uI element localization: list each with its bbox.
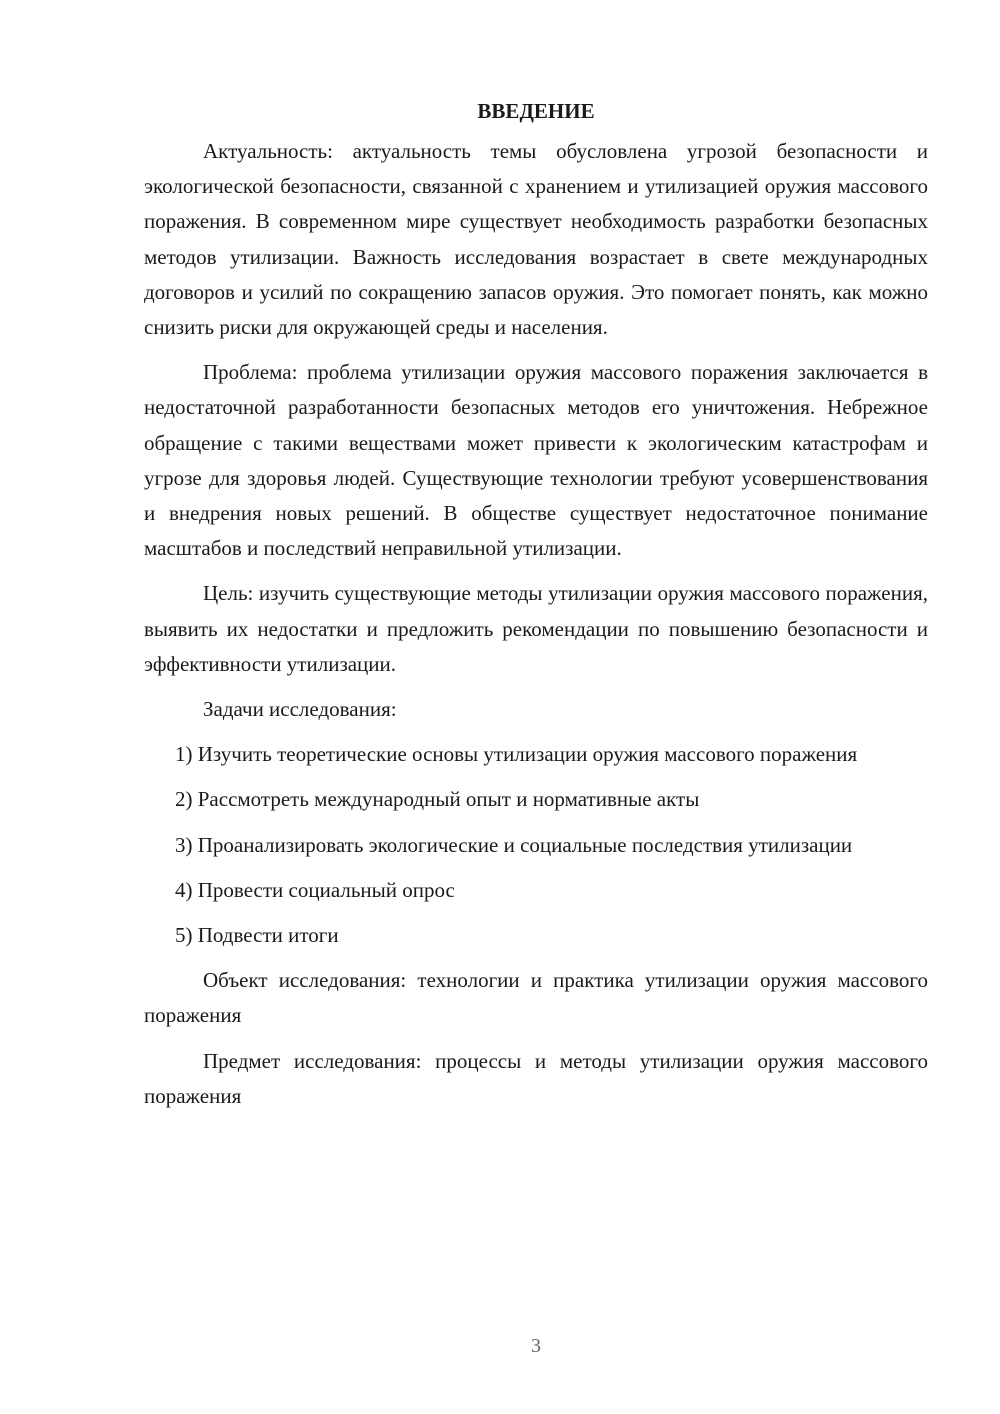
relevance-paragraph: Актуальность: актуальность темы обусловлена угрозой безопасности и экологической безопасности, связанной с хранением и утилизацией оружия массового поражения. В современном мире существует необходимость разработки безопасных методов утилизации. Важность исследования возрастает в свете международных договоров и усилий по сокращению запасов оружия. Это помогает понять, как можно снизить риски для окружающей среды и населения. <box>144 139 928 340</box>
tasks-heading: Задачи исследования: <box>203 697 397 722</box>
research-subject-paragraph: Предмет исследования: процессы и методы утилизации оружия массового поражения <box>144 1048 928 1108</box>
research-object-paragraph: Объект исследования: технологии и практика утилизации оружия массового поражения <box>144 968 928 1028</box>
task-item-5: 5) Подвести итоги <box>175 923 339 948</box>
goal-paragraph: Цель: изучить существующие методы утилизации оружия массового поражения, выявить их недостатки и предложить рекомендации по повышению безопасности и эффективности утилизации. <box>144 581 928 676</box>
task-item-1: 1) Изучить теоретические основы утилизации оружия массового поражения <box>175 742 858 767</box>
task-item-3: 3) Проанализировать экологические и социальные последствия утилизации <box>175 832 853 857</box>
task-item-2: 2) Рассмотреть международный опыт и нормативные акты <box>175 787 700 812</box>
page-number: 3 <box>531 1335 541 1357</box>
problem-paragraph: Проблема: проблема утилизации оружия массового поражения заключается в недостаточной разработанности безопасных методов его уничтожения. Небрежное обращение с такими веществами может привести к экологическим катастрофам и угрозе для здоровья людей. Существующие технологии требуют усовершенствования и внедрения новых решений. В обществе существует недостаточное понимание масштабов и последствий неправильной утилизации. <box>144 360 928 561</box>
section-title: ВВЕДЕНИЕ <box>477 99 595 123</box>
task-item-4: 4) Провести социальный опрос <box>175 877 455 902</box>
document-body <box>144 98 928 1114</box>
